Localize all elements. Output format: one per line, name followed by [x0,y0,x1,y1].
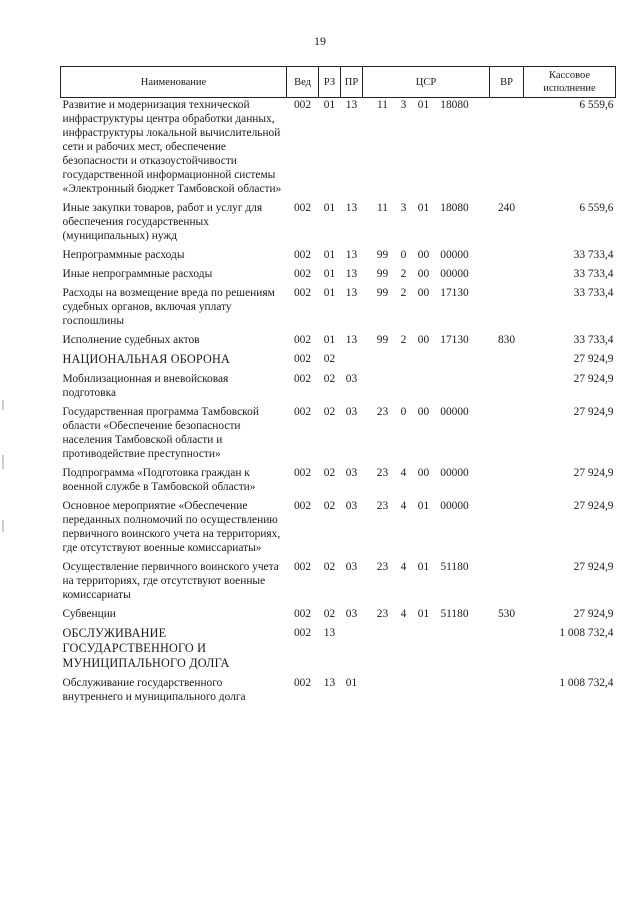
csr-part: 99 [376,287,389,299]
row-rz: 02 [323,406,336,418]
csr-part: 17130 [440,334,469,346]
row-vr: 530 [497,608,516,620]
page-number: 19 [314,34,326,48]
row-csr [363,267,490,286]
row-amount: 27 924,9 [573,500,614,512]
csr-part: 3 [400,202,407,214]
csr-part: 11 [377,99,388,111]
csr-part: 23 [376,406,389,418]
row-ved: 002 [293,373,312,385]
row-pr: 03 [345,406,358,418]
row-rz: 01 [323,249,336,261]
row-amount: 33 733,4 [573,249,614,261]
row-vr: 830 [497,334,516,346]
row-amount: 27 924,9 [573,353,614,365]
csr-part: 0 [400,249,407,261]
row-csr [363,626,490,676]
scan-margin-mark [2,400,4,410]
csr-part: 3 [400,99,407,111]
row-amount: 1 008 732,4 [559,627,614,639]
row-vr [490,676,524,709]
row-pr: 03 [345,500,358,512]
csr-part: 4 [400,467,407,479]
row-ved: 002 [293,406,312,418]
row-csr [363,248,490,267]
csr-part: 23 [376,500,389,512]
row-name: Мобилизационная и вневойсковая подготовка [62,373,229,399]
row-ved: 002 [293,287,312,299]
row-rz: 01 [323,202,336,214]
table-row [61,352,616,372]
row-rz: 01 [323,287,336,299]
table-row [61,372,616,405]
row-name: Осуществление первичного воинского учета на территориях, где отсутствуют военные комиссариаты [62,561,279,601]
row-vr [490,626,524,676]
table-row [61,626,616,676]
csr-part: 00 [417,268,430,280]
table-row [61,286,616,333]
row-pr: 13 [345,202,358,214]
row-name: Иные закупки товаров, работ и услуг для обеспечения государственных (муниципальных) нужд [62,202,263,242]
row-vr [490,372,524,405]
csr-part: 2 [400,334,407,346]
table-header-row [61,67,616,98]
row-pr: 03 [345,373,358,385]
csr-part: 51180 [440,608,469,620]
table-row [61,201,616,248]
csr-part: 01 [417,500,430,512]
table-row [61,607,616,626]
table-row [61,248,616,267]
csr-part: 18080 [440,202,469,214]
csr-part: 00000 [440,406,469,418]
row-vr [490,405,524,466]
header-csr: ЦСР [363,67,490,98]
row-name: ОБСЛУЖИВАНИЕ ГОСУДАРСТВЕННОГО И МУНИЦИПАЛЬНОГО ДОЛГА [62,626,230,670]
row-pr: 13 [345,334,358,346]
row-ved: 002 [293,334,312,346]
csr-part: 01 [417,202,430,214]
row-ved: 002 [293,99,312,111]
row-name: Расходы на возмещение вреда по решениям судебных органов, включая уплату госпошлины [62,287,275,327]
table-row [61,560,616,607]
scan-margin-mark [2,520,4,532]
row-ved: 002 [293,467,312,479]
row-pr: 13 [345,99,358,111]
csr-part: 01 [417,608,430,620]
csr-part: 99 [376,268,389,280]
row-ved: 002 [293,561,312,573]
row-csr [363,466,490,499]
csr-part: 00000 [440,268,469,280]
row-amount: 1 008 732,4 [559,677,614,689]
csr-part: 23 [376,561,389,573]
row-amount: 33 733,4 [573,334,614,346]
row-pr: 13 [345,268,358,280]
row-csr [363,98,490,202]
row-pr: 13 [345,287,358,299]
row-name: Основное мероприятие «Обеспечение переданных полномочий по осуществлению первичного воинского учета на территориях, где отсутствуют военные комиссариаты» [62,500,281,554]
row-csr [363,352,490,372]
csr-part: 0 [400,406,407,418]
csr-part: 99 [376,249,389,261]
csr-part: 17130 [440,287,469,299]
row-ved: 002 [293,353,312,365]
row-name: Субвенции [62,608,116,620]
csr-part: 01 [417,561,430,573]
row-vr [490,560,524,607]
row-csr [363,405,490,466]
csr-part: 00 [417,467,430,479]
row-ved: 002 [293,608,312,620]
table-row [61,267,616,286]
row-vr [490,499,524,560]
row-rz: 02 [323,608,336,620]
csr-part: 99 [376,334,389,346]
csr-part: 00000 [440,467,469,479]
row-name: Обслуживание государственного внутреннего и муниципального долга [62,677,246,703]
row-amount: 6 559,6 [579,202,614,214]
csr-part: 4 [400,608,407,620]
row-name: Подпрограмма «Подготовка граждан к военной службе в Тамбовской области» [62,467,256,493]
row-amount: 6 559,6 [579,99,614,111]
row-rz: 13 [323,627,336,639]
row-amount: 27 924,9 [573,406,614,418]
row-amount: 27 924,9 [573,467,614,479]
csr-part: 01 [417,99,430,111]
row-csr [363,676,490,709]
header-name: Наименование [61,67,287,98]
row-vr [490,98,524,202]
table-row [61,405,616,466]
csr-part: 18080 [440,99,469,111]
csr-part: 2 [400,287,407,299]
row-pr [341,626,363,676]
row-pr: 03 [345,561,358,573]
table-row [61,676,616,709]
csr-part: 00 [417,334,430,346]
row-name: Непрограммные расходы [62,249,185,261]
row-ved: 002 [293,268,312,280]
header-amount: Кассовое исполнение [524,67,616,98]
header-pr: ПР [341,67,363,98]
row-rz: 01 [323,268,336,280]
row-pr: 01 [345,677,358,689]
csr-part: 23 [376,608,389,620]
csr-part: 2 [400,268,407,280]
row-amount: 27 924,9 [573,608,614,620]
row-ved: 002 [293,677,312,689]
row-csr [363,286,490,333]
row-name: НАЦИОНАЛЬНАЯ ОБОРОНА [62,352,231,366]
row-csr [363,201,490,248]
table-row [61,333,616,352]
csr-part: 11 [377,202,388,214]
row-amount: 27 924,9 [573,373,614,385]
row-vr: 240 [497,202,516,214]
budget-execution-table [60,66,616,709]
row-vr [490,248,524,267]
header-vr: ВР [490,67,524,98]
header-ved: Вед [287,67,319,98]
row-csr [363,499,490,560]
csr-part: 51180 [440,561,469,573]
row-pr [341,352,363,372]
row-ved: 002 [293,500,312,512]
row-ved: 002 [293,202,312,214]
csr-part: 4 [400,561,407,573]
header-rz: РЗ [319,67,341,98]
row-vr [490,286,524,333]
row-rz: 02 [323,561,336,573]
row-csr [363,333,490,352]
row-csr [363,607,490,626]
row-rz: 01 [323,334,336,346]
row-rz: 01 [323,99,336,111]
table-row [61,98,616,202]
row-name: Иные непрограммные расходы [62,268,213,280]
row-amount: 33 733,4 [573,268,614,280]
row-ved: 002 [293,249,312,261]
row-rz: 02 [323,373,336,385]
row-vr [490,267,524,286]
row-vr [490,466,524,499]
csr-part: 00 [417,287,430,299]
row-csr [363,560,490,607]
csr-part: 4 [400,500,407,512]
csr-part: 00000 [440,249,469,261]
csr-part: 00000 [440,500,469,512]
row-rz: 13 [323,677,336,689]
row-pr: 13 [345,249,358,261]
table-row [61,499,616,560]
row-amount: 27 924,9 [573,561,614,573]
row-csr [363,372,490,405]
row-pr: 03 [345,608,358,620]
row-amount: 33 733,4 [573,287,614,299]
csr-part: 00 [417,406,430,418]
csr-part: 23 [376,467,389,479]
csr-part: 00 [417,249,430,261]
scan-margin-mark [2,455,4,469]
table-row [61,466,616,499]
row-name: Государственная программа Тамбовской области «Обеспечение безопасности населения Тамбовской области и противодействие преступности» [62,406,259,460]
row-vr [490,352,524,372]
row-rz: 02 [323,500,336,512]
row-name: Развитие и модернизация технической инфраструктуры центра обработки данных, инфраструктуры локальной вычислительной сети и рабочих мест, обеспечение безопасности и отказоустойчивости государственной информационной системы «Электронный бюджет Тамбовской области» [62,99,282,195]
row-rz: 02 [323,467,336,479]
row-rz: 02 [323,353,336,365]
row-ved: 002 [293,627,312,639]
row-pr: 03 [345,467,358,479]
row-name: Исполнение судебных актов [62,334,200,346]
